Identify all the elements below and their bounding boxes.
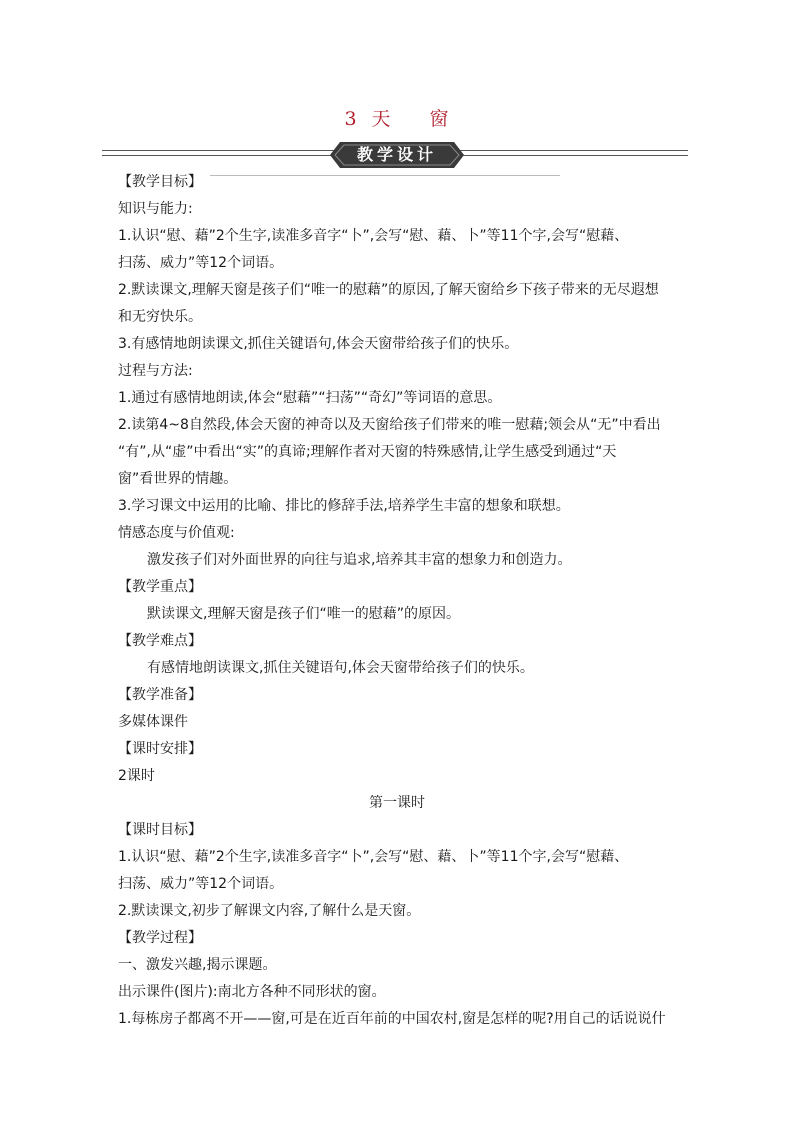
body-line: 激发孩子们对外面世界的向往与追求,培养其丰富的想象力和创造力。 [147,552,572,568]
heading-schedule: 【课时安排】 [118,741,202,757]
body-line: 1.认识“慰、藉”2个生字,读准多音字“卜”,会写“慰、藉、卜”等11个字,会写“慰藉、 [118,849,629,865]
banner-label: 教学设计 [356,145,437,164]
heading-lesson-goals: 【课时目标】 [118,822,202,838]
heading-teaching-goals: 【教学目标】 [118,174,202,190]
body-line: 扫荡、威力”等12个词语。 [118,255,284,271]
subheading-knowledge: 知识与能力: [118,201,193,217]
body-line: 窗”看世界的情趣。 [118,471,238,487]
body-line: 2.默读课文,理解天窗是孩子们“唯一的慰藉”的原因,了解天窗给乡下孩子带来的无尽遐想 [118,282,659,298]
body-line: 2课时 [118,768,155,784]
body-line: “有”,从“虚”中看出“实”的真谛;理解作者对天窗的特殊感情,让学生感受到通过“天 [118,444,617,460]
body-line: 有感情地朗读课文,抓住关键语句,体会天窗带给孩子们的快乐。 [147,660,534,676]
subheading-attitude: 情感态度与价值观: [118,525,235,541]
body-line: 3.有感情地朗读课文,抓住关键语句,体会天窗带给孩子们的快乐。 [118,336,519,352]
heading-difficulties: 【教学难点】 [118,633,202,649]
body-line: 2.读第4~8自然段,体会天窗的神奇以及天窗给孩子们带来的唯一慰藉;领会从“无”中看出 [118,417,661,433]
body-line: 多媒体课件 [118,714,188,730]
body-line: 和无穷快乐。 [118,309,202,325]
heading-preparation: 【教学准备】 [118,687,202,703]
body-line: 2.默读课文,初步了解课文内容,了解什么是天窗。 [118,903,421,919]
body-line: 默读课文,理解天窗是孩子们“唯一的慰藉”的原因。 [147,606,460,622]
body-line: 1.认识“慰、藉”2个生字,读准多音字“卜”,会写“慰、藉、卜”等11个字,会写“慰藉、 [118,228,629,244]
body-line: 1.通过有感情地朗读,体会“慰藉”“扫荡”“奇幻”等词语的意思。 [118,390,502,406]
heading-teaching-process: 【教学过程】 [118,930,202,946]
section-banner [330,142,464,168]
body-line: 出示课件(图片):南北方各种不同形状的窗。 [118,984,386,1000]
subheading-process: 过程与方法: [118,363,193,379]
body-line: 1.每栋房子都离不开——窗,可是在近百年前的中国农村,窗是怎样的呢?用自己的话说说什 [118,1011,666,1027]
body-line: 一、激发兴趣,揭示课题。 [118,957,277,973]
section-heading-first-lesson: 第一课时 [369,795,425,811]
body-line: 3.学习课文中运用的比喻、排比的修辞手法,培养学生丰富的想象和联想。 [118,498,570,514]
body-line: 扫荡、威力”等12个词语。 [118,876,284,892]
heading-key-points: 【教学重点】 [118,579,202,595]
lesson-title: 3 天 窗 [344,108,450,130]
